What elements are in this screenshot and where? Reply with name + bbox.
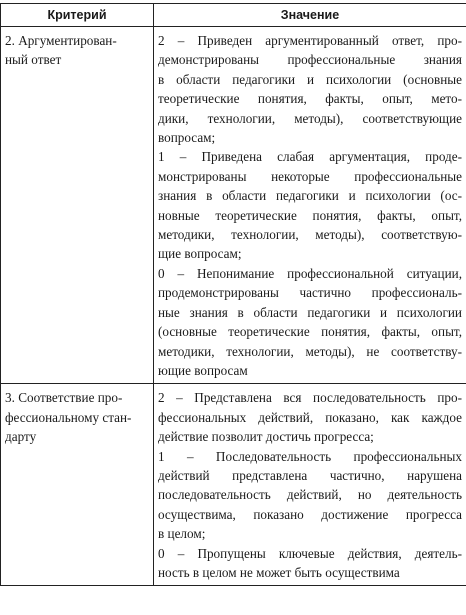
value-line: 1 – Последовательность профессиональных — [158, 448, 462, 464]
value-line: вопросам; — [158, 130, 216, 146]
table-row — [1, 27, 466, 384]
criterion-cell — [1, 27, 154, 384]
criterion-line: 2. Аргументирован- — [5, 33, 117, 48]
value-line: методики, технологии, методы), соответствую- — [158, 227, 462, 243]
header-value: Значение — [154, 4, 466, 27]
value-line: 0 – Непонимание профессиональной ситуации, — [158, 265, 462, 281]
value-cell — [154, 384, 466, 586]
value-line: (основные теоретические понятия, факты, опыт, — [158, 324, 462, 340]
criterion-line: дарту — [5, 429, 37, 445]
value-line: 2 – Представлена вся последовательность про- — [158, 390, 462, 406]
value-line: ность в целом не может быть осуществима — [158, 564, 400, 580]
value-line: монстрированы некоторые профессиональные — [158, 168, 462, 184]
value-line: в области педагогики и психологии (основные — [158, 71, 462, 87]
value-line: осуществима, показано достижение прогресса — [158, 506, 462, 522]
value-line: продемонстрированы частично профессиональ- — [158, 285, 462, 301]
value-line: щие вопросам; — [158, 246, 242, 262]
value-line: 1 – Приведена слабая аргументация, проде- — [158, 149, 462, 165]
criteria-table — [0, 3, 466, 586]
header-criterion: Критерий — [1, 4, 154, 27]
value-line: новные теоретические понятия, факты, опыт, — [158, 207, 462, 223]
value-line: в целом; — [158, 526, 206, 542]
value-line: ющие вопросам — [158, 362, 248, 378]
value-cell — [154, 27, 466, 384]
value-line: фессиональных действий, показано, как каждое — [158, 409, 462, 425]
value-line: теоретические понятия, факты, опыт, мето- — [158, 91, 462, 107]
value-line: знания в области педагогики и психологии (ос- — [158, 188, 462, 204]
table-row — [1, 384, 466, 586]
criterion-line: 3. Соответствие про- — [5, 390, 123, 406]
value-line: демонстрированы профессиональные знания — [158, 52, 462, 68]
value-line: 0 – Пропущены ключевые действия, деятель- — [158, 545, 462, 561]
value-line: методики, технологии, методы), не соответству- — [158, 343, 462, 359]
value-line: ные знания в области педагогики и психологии — [158, 304, 462, 320]
value-line: 2 – Приведен аргументированный ответ, про- — [158, 33, 462, 48]
value-line: действий представлена частично, нарушена — [158, 467, 462, 483]
value-line: действие позволит достичь прогресса; — [158, 429, 374, 445]
value-line: дики, технологии, методы), соответствующие — [158, 110, 462, 126]
value-line: последовательность действий, но деятельность — [158, 487, 462, 503]
criterion-line: фессиональному стан- — [5, 409, 132, 425]
table-body — [1, 27, 466, 586]
table-header-row — [1, 4, 466, 27]
criterion-line: ный ответ — [5, 52, 62, 68]
criterion-cell — [1, 384, 154, 586]
